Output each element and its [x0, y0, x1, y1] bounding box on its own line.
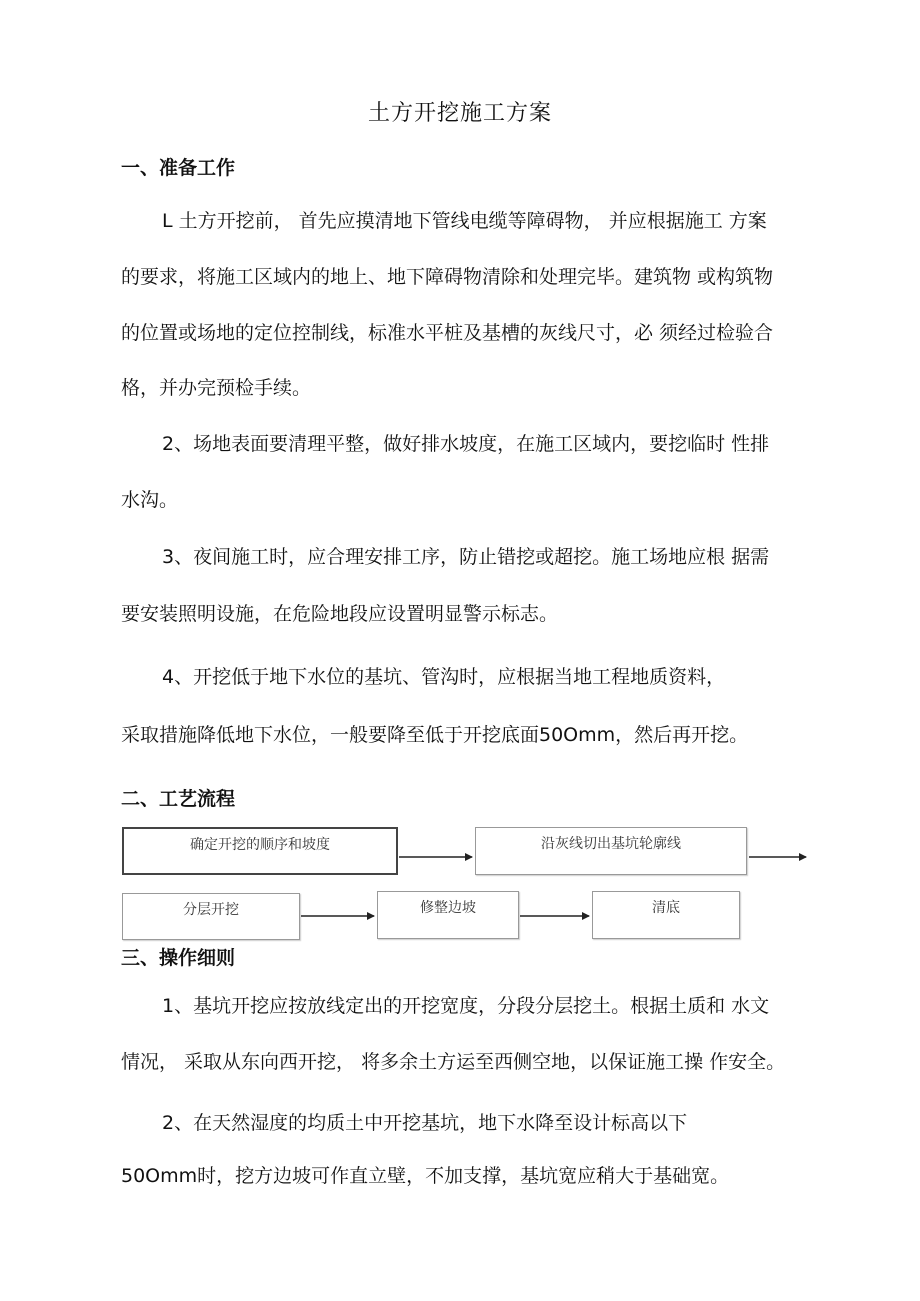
section-heading-process-flow: 二、工艺流程 — [121, 788, 236, 810]
paragraph-line: 4、开挖低于地下水位的基坑、管沟时，应根据当地工程地质资料， — [162, 666, 726, 688]
paragraph-line: 2、在天然湿度的均质土中开挖基坑，地下水降至设计标高以下 — [162, 1112, 688, 1134]
paragraph-line: 要安装照明设施，在危险地段应设置明显警示标志。 — [121, 603, 559, 625]
paragraph-line: 3、夜间施工时，应合理安排工序，防止错挖或超挖。施工场地应根 据需 — [162, 546, 770, 568]
paragraph-line: 50Omm时，挖方边坡可作直立壁，不加支撑，基坑宽应稍大于基础宽。 — [121, 1165, 730, 1187]
flow-step-layered-excavation: 分层开挖 — [122, 893, 300, 940]
paragraph-line: 格，并办完预检手续。 — [121, 377, 312, 399]
section-heading-preparation: 一、准备工作 — [121, 157, 236, 179]
section-heading-operation-details: 三、操作细则 — [121, 947, 236, 969]
flow-step-cut-outline: 沿灰线切出基坑轮廓线 — [475, 827, 747, 875]
paragraph-line: 2、场地表面要清理平整，做好排水坡度，在施工区域内，要挖临时 性排 — [162, 433, 770, 455]
paragraph-line: 的位置或场地的定位控制线，标准水平桩及基槽的灰线尺寸，必 须经过检验合 — [121, 322, 774, 344]
flow-step-determine-order: 确定开挖的顺序和坡度 — [122, 827, 398, 875]
paragraph-line: 采取措施降低地下水位，一般要降至低于开挖底面50Omm，然后再开挖。 — [121, 724, 749, 746]
paragraph-line: L 土方开挖前， 首先应摸清地下管线电缆等障碍物， 并应根据施工 方案 — [162, 210, 767, 232]
document-title: 土方开挖施工方案 — [367, 101, 552, 126]
flow-step-trim-slope: 修整边坡 — [377, 891, 519, 939]
paragraph-line: 的要求，将施工区域内的地上、地下障碍物清除和处理完毕。建筑物 或构筑物 — [121, 266, 774, 288]
paragraph-line: 1、基坑开挖应按放线定出的开挖宽度，分段分层挖土。根据土质和 水文 — [162, 995, 770, 1017]
paragraph-line: 情况， 采取从东向西开挖， 将多余土方运至西侧空地，以保证施工操 作安全。 — [121, 1051, 786, 1073]
flow-step-clean-bottom: 清底 — [592, 891, 740, 939]
paragraph-line: 水沟。 — [121, 489, 179, 511]
